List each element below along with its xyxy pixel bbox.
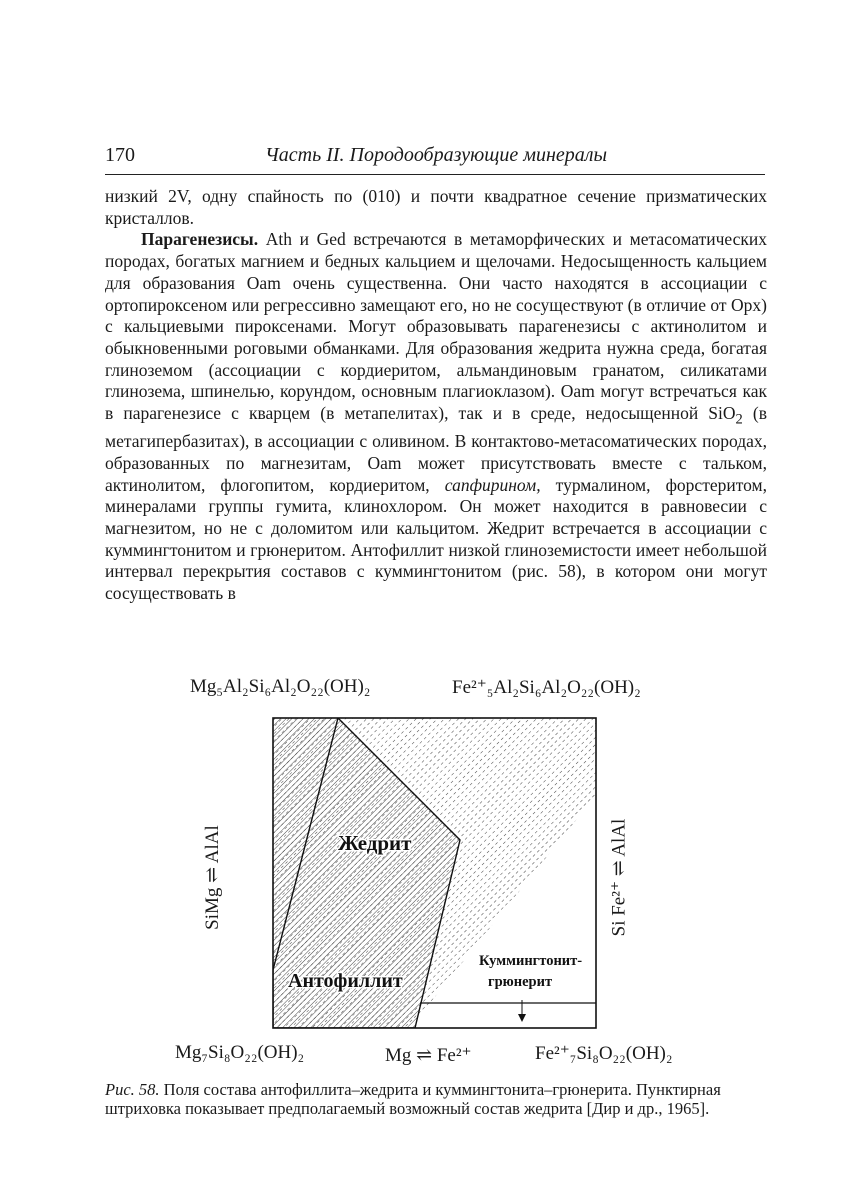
- label-cummingtonite-line1: Куммингтонит-: [479, 953, 583, 969]
- left-axis-label: SiMg ⇌ AlAl: [201, 825, 223, 930]
- label-gedrite: Жедрит: [338, 831, 412, 855]
- paragraph-parageneses: [105, 229, 767, 604]
- figure-58: [170, 670, 730, 1090]
- paragraph-continuation: низкий 2V, одну спайность по (010) и почти квадратное сечение призматических кристаллов.: [105, 186, 767, 228]
- formula-top-left: Mg₅Al₂Si₆Al₂O₂₂(OH)₂: [190, 676, 371, 697]
- page-number: 170: [105, 144, 135, 166]
- paragraph-lead: Парагенезисы.: [141, 229, 259, 250]
- body-text: [105, 186, 767, 605]
- formula-bottom-right: Fe²⁺₇Si₈O₂₂(OH)₂: [535, 1043, 673, 1064]
- caption-text: Поля состава антофиллита–жедрита и куммингтонита–грюнерита. Пунктирная штриховка показывает предполагаемый возможный состав жедрита [Дир и др., 1965].: [105, 1080, 721, 1118]
- running-header: [105, 140, 765, 175]
- cummingtonite-arrow-head: [518, 1014, 526, 1022]
- label-cummingtonite-line2: грюнерит: [488, 974, 553, 990]
- label-anthophyllite: Антофиллит: [288, 970, 403, 992]
- formula-bottom-middle: Mg ⇌ Fe²⁺: [385, 1045, 472, 1066]
- paragraph-text-b: (в метагипербазитах), в ассоциации с оливином. В контактово-метасоматических породах, образованных по магнезитам, Oam может присутствовать вместе с тальком, актинолитом, флогопитом, кордиеритом,: [105, 403, 767, 495]
- paragraph-text-a: Ath и Ged встречаются в метаморфических и метасоматических породах, богатых магнием и бедных кальцием и щелочами. Недосыщенность кальцием для образования Oam очень существенна. Они часто находятся в ассоциации с ортопироксеном или регрессивно замещают его, но не сосуществуют (в отличие от Opx) с кальциевыми пироксенами. Могут образовывать парагенезисы с актинолитом и обыкновенными роговыми обманками. Для образования жедрита нужна среда, богатая глиноземом (ассоциации с кордиеритом, альмандиновым гранатом, силикатами глинозема, шпинелью, корундом, основным плагиоклазом). Oam могут встречаться как в парагенезисе с кварцем (в метапелитах), так и в среде, недосыщенной SiO: [105, 229, 767, 424]
- paragraph-text-c: турмалином, форстеритом, минералами группы гумита, клинохлором. Он может находится в равновесии с магнезитом, но не с доломитом или кальцитом. Жедрит встречается в ассоциации с куммингтонитом и грюнеритом. Антофиллит низкой глиноземистости имеет небольшой интервал перекрытия составов с куммингтонитом (рис. 58), в котором они могут сосуществовать в: [105, 474, 768, 604]
- composition-diagram: [170, 710, 730, 1060]
- figure-caption: [105, 1080, 765, 1118]
- formula-bottom-left: Mg₇Si₈O₂₂(OH)₂: [175, 1042, 305, 1063]
- running-title: Часть II. Породообразующие минералы: [265, 144, 608, 166]
- paragraph-emphasis: сапфирином,: [444, 474, 541, 495]
- right-axis-label: Si Fe²⁺ ⇌ AlAl: [608, 818, 630, 937]
- paragraph-subscript: 2: [735, 411, 743, 428]
- formula-top-right: Fe²⁺₅Al₂Si₆Al₂O₂₂(OH)₂: [452, 677, 641, 698]
- caption-label: Рис. 58.: [105, 1080, 160, 1099]
